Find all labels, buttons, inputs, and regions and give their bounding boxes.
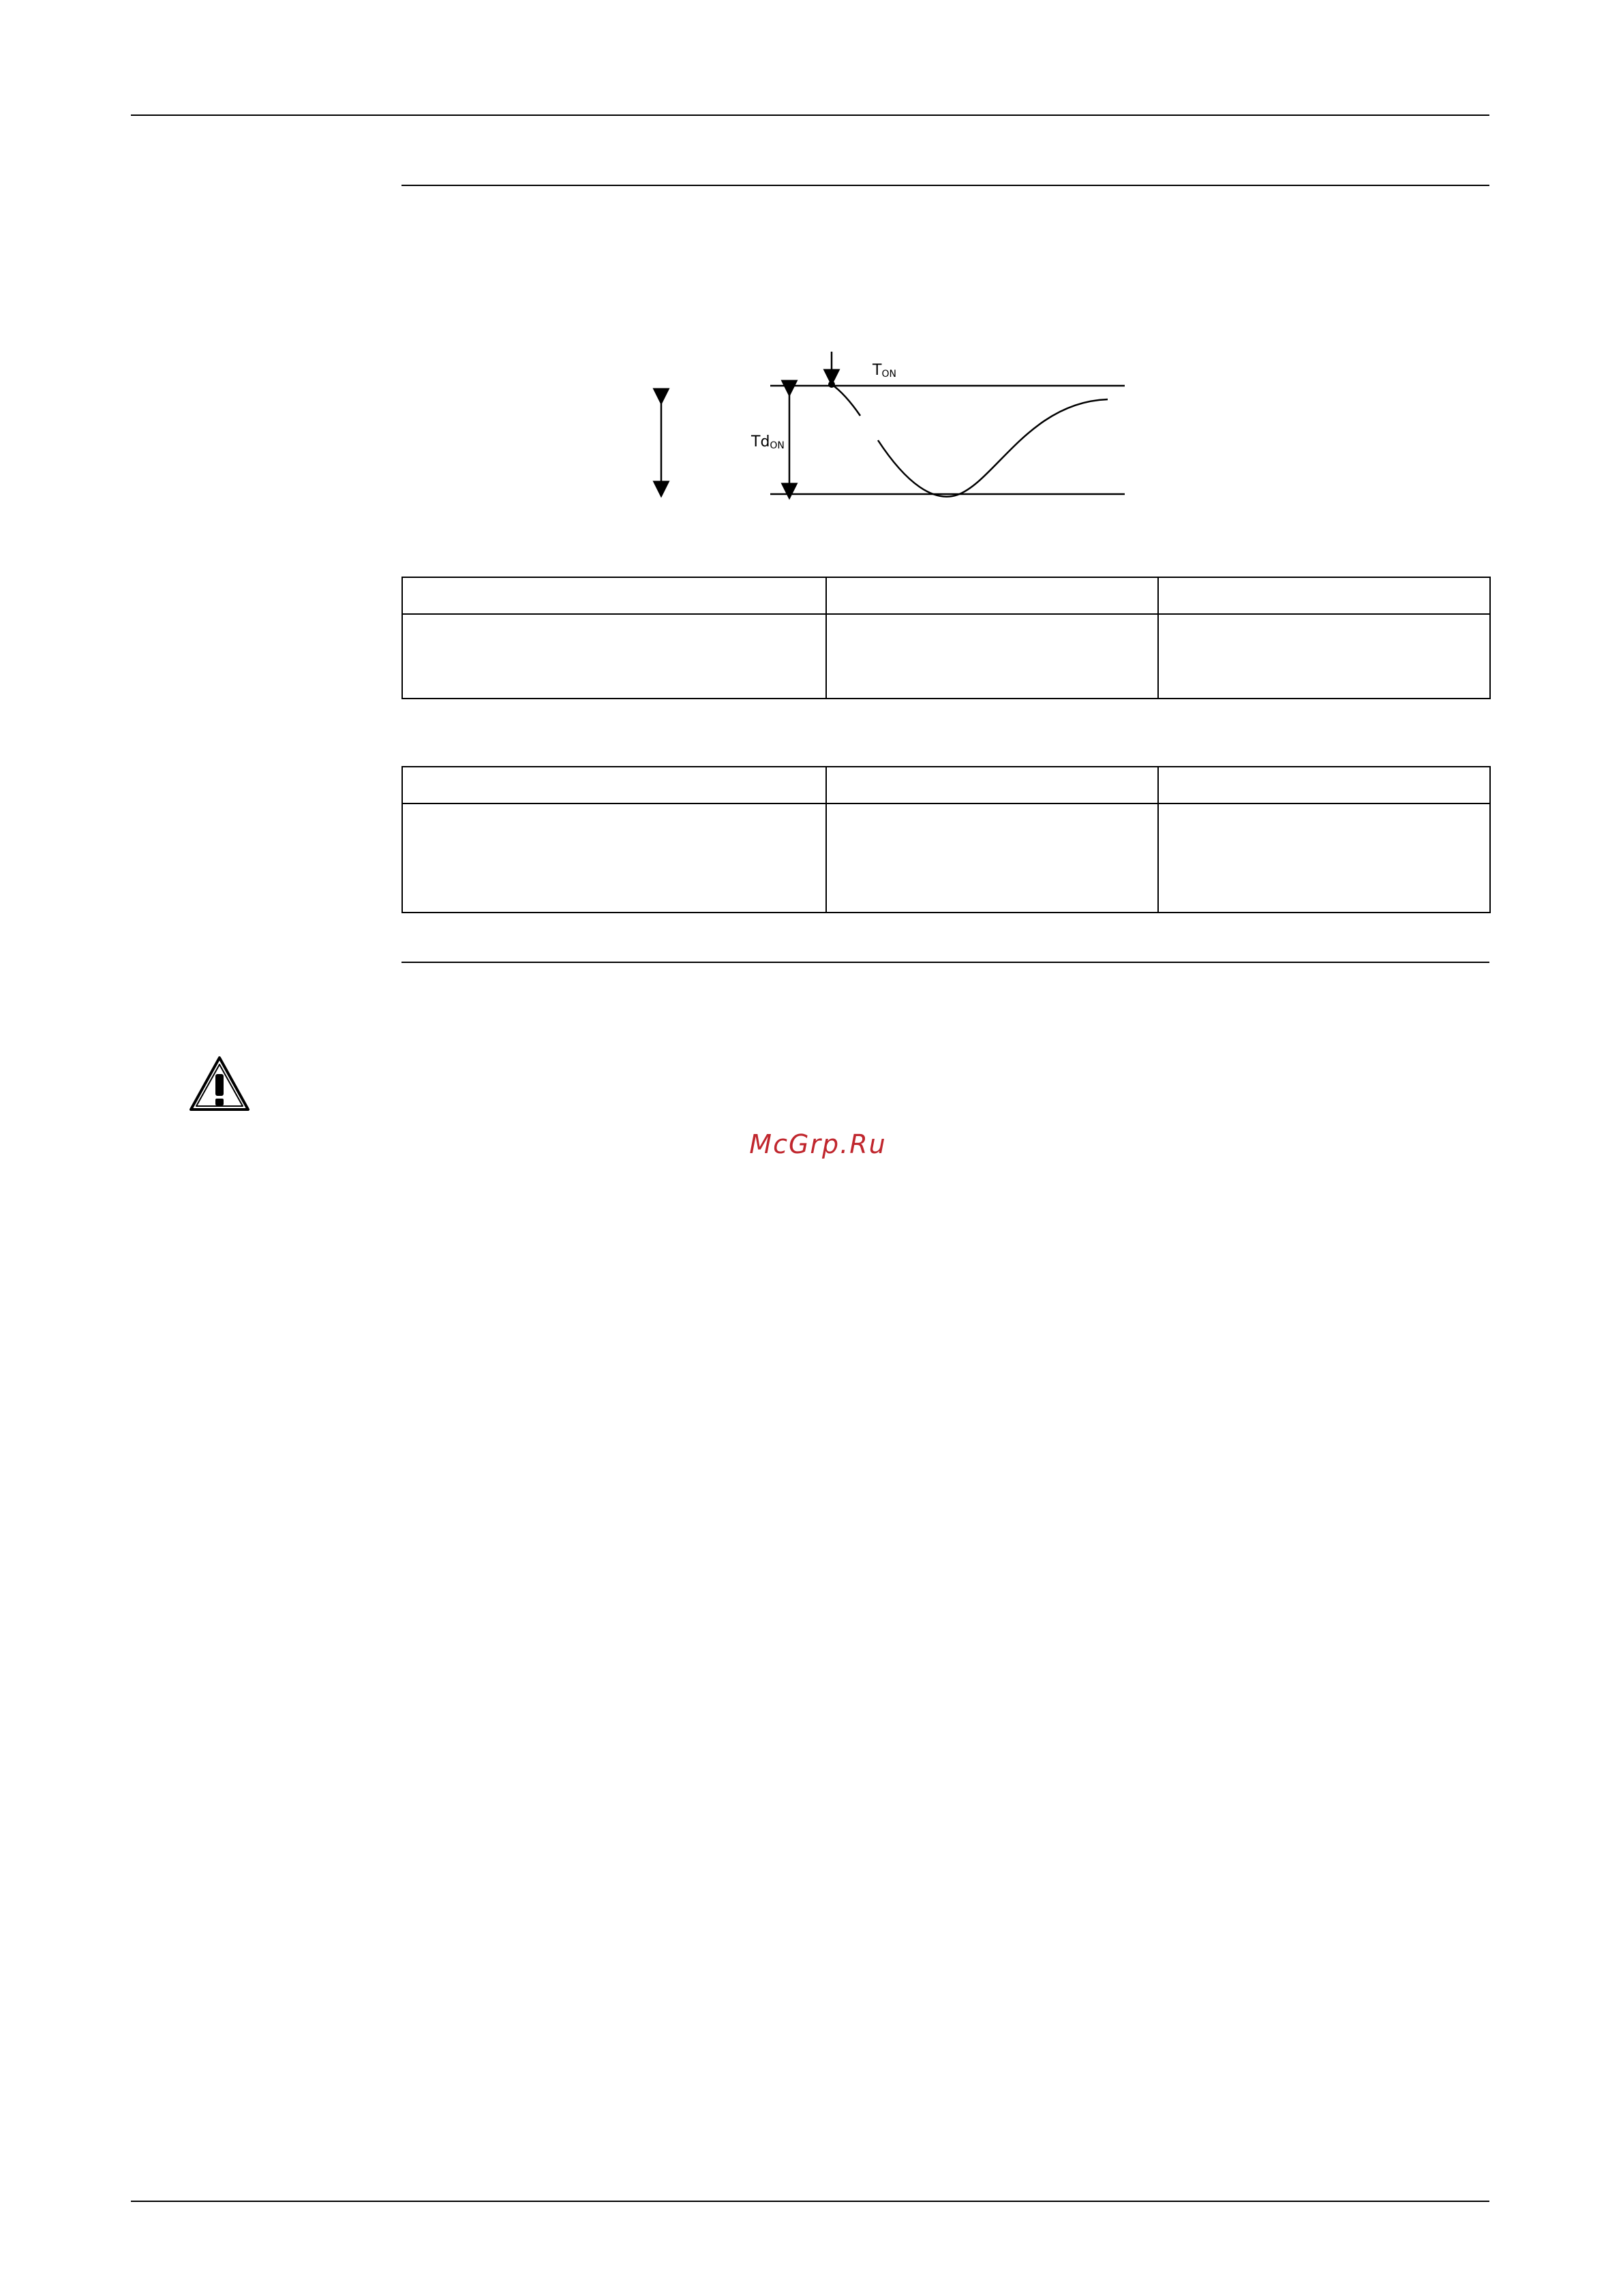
header-rule [131, 114, 1489, 116]
spec-table-1 [401, 577, 1491, 699]
table-cell [402, 614, 826, 699]
table-cell [402, 803, 826, 913]
table-cell [1158, 803, 1490, 913]
table-header-row [402, 577, 1490, 614]
watermark-text: McGrp.Ru [749, 1129, 887, 1159]
table-row [402, 803, 1490, 913]
table-cell [826, 614, 1158, 699]
spec-table-2 [401, 766, 1491, 913]
curve-segment-main [878, 399, 1108, 497]
curve-segment-start [832, 384, 860, 416]
table-header-cell [826, 577, 1158, 614]
section-top-rule [401, 185, 1489, 186]
td-on-label: TdON [751, 433, 785, 451]
table-row [402, 614, 1490, 699]
table-header-row [402, 767, 1490, 803]
table-header-cell [1158, 767, 1490, 803]
temperature-curve-diagram [613, 341, 1159, 518]
warning-triangle-icon [188, 1055, 251, 1112]
table-cell [1158, 614, 1490, 699]
section-bottom-rule [401, 962, 1489, 963]
t-on-label: TON [873, 362, 896, 380]
table-header-cell [826, 767, 1158, 803]
footer-rule [131, 2201, 1489, 2202]
table-header-cell [1158, 577, 1490, 614]
table-header-cell [402, 767, 826, 803]
table-header-cell [402, 577, 826, 614]
table-cell [826, 803, 1158, 913]
